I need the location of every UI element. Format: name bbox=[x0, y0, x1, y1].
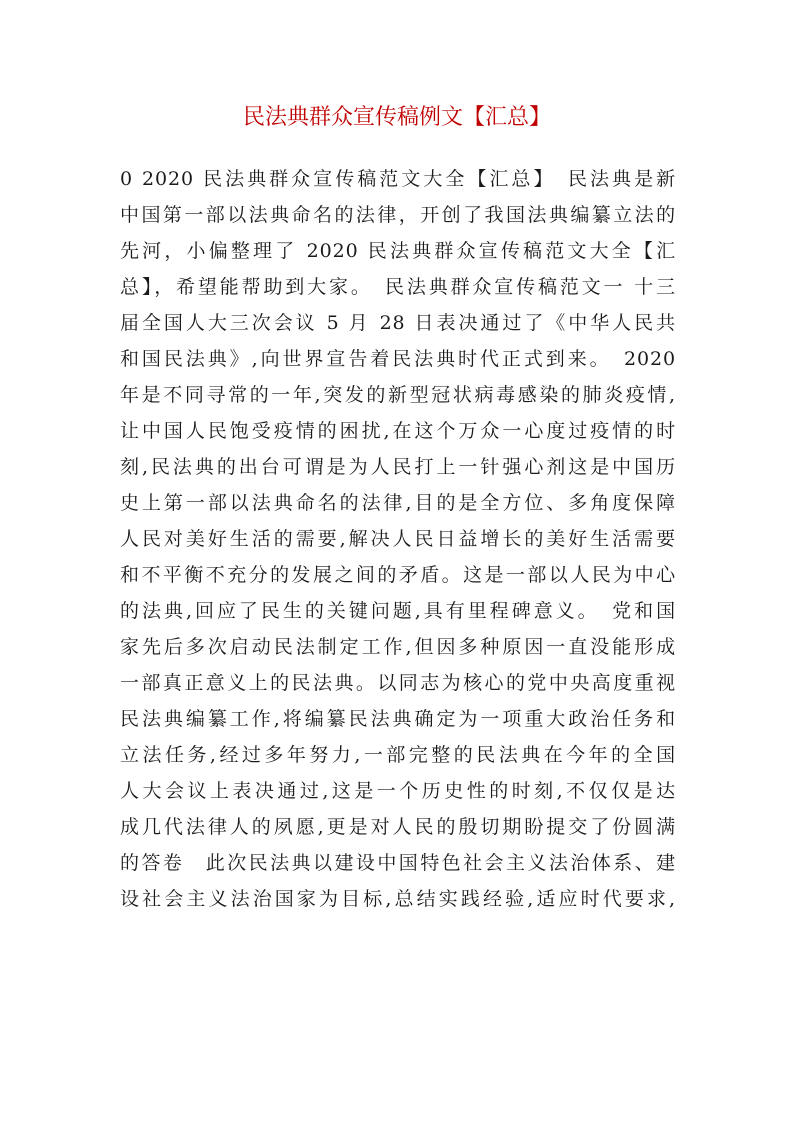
body-line: 年是不同寻常的一年,突发的新型冠状病毒感染的肺炎疫情, bbox=[120, 384, 676, 406]
body-line: 史上第一部以法典命名的法律,目的是全方位、多角度保障 bbox=[120, 492, 676, 514]
body-line: 立法任务,经过多年努力,一部完整的民法典在今年的全国 bbox=[120, 744, 676, 766]
body-line: 人民对美好生活的需要,解决人民日益增长的美好生活需要 bbox=[120, 528, 676, 550]
body-line: 中国第一部以法典命名的法律，开创了我国法典编纂立法的 bbox=[120, 204, 676, 226]
body-line: 民法典编纂工作,将编纂民法典确定为一项重大政治任务和 bbox=[120, 708, 676, 730]
body-line: 届全国人大三次会议 5 月 28 日表决通过了《中华人民共 bbox=[120, 312, 676, 334]
body-line: 和不平衡不充分的发展之间的矛盾。这是一部以人民为中心 bbox=[120, 564, 676, 586]
body-line: 0 2020 民法典群众宣传稿范文大全【汇总】 民法典是新 bbox=[120, 168, 676, 190]
body-line: 设社会主义法治国家为目标,总结实践经验,适应时代要求, bbox=[120, 888, 676, 910]
body-line: 家先后多次启动民法制定工作,但因多种原因一直没能形成 bbox=[120, 636, 676, 658]
body-line: 的答卷 此次民法典以建设中国特色社会主义法治体系、建 bbox=[120, 852, 676, 874]
body-line: 让中国人民饱受疫情的困扰,在这个万众一心度过疫情的时 bbox=[120, 420, 676, 442]
body-line: 成几代法律人的夙愿,更是对人民的殷切期盼提交了份圆满 bbox=[120, 816, 676, 838]
body-line: 先河，小偏整理了 2020 民法典群众宣传稿范文大全【汇 bbox=[120, 240, 676, 262]
body-line: 的法典,回应了民生的关键问题,具有里程碑意义。 党和国 bbox=[120, 600, 676, 622]
body-line: 总】，希望能帮助到大家。 民法典群众宣传稿范文一 十三 bbox=[120, 276, 676, 298]
body-line: 人大会议上表决通过,这是一个历史性的时刻,不仅仅是达 bbox=[120, 780, 676, 802]
document-body bbox=[120, 161, 676, 917]
body-line: 一部真正意义上的民法典。以同志为核心的党中央高度重视 bbox=[120, 672, 676, 694]
body-line: 和国民法典》,向世界宣告着民法典时代正式到来。 2020 bbox=[120, 348, 676, 370]
body-line: 刻,民法典的出台可谓是为人民打上一针强心剂这是中国历 bbox=[120, 456, 676, 478]
document-title: 民法典群众宣传稿例文【汇总】 bbox=[242, 105, 551, 130]
